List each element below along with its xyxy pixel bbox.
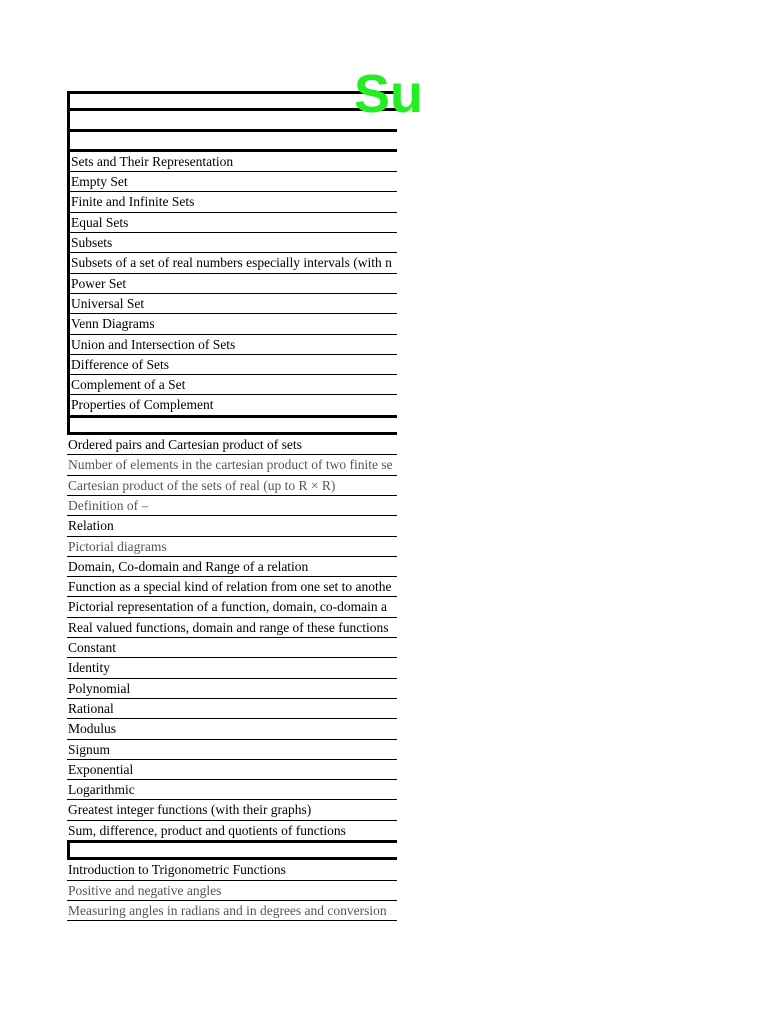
header-row-1 — [67, 91, 397, 111]
topic-row: Cartesian product of the sets of real (up to R × R) — [67, 476, 397, 496]
topic-row: Equal Sets — [67, 213, 397, 233]
topic-row: Identity — [67, 658, 397, 678]
syllabus-table — [67, 64, 424, 921]
topic-row: Signum — [67, 740, 397, 760]
topic-row: Universal Set — [67, 294, 397, 314]
topic-row: Subsets — [67, 233, 397, 253]
topic-row: Positive and negative angles — [67, 881, 397, 901]
topic-row: Venn Diagrams — [67, 314, 397, 334]
topic-row: Pictorial diagrams — [67, 537, 397, 557]
header-row-3 — [67, 132, 397, 152]
topic-row: Logarithmic — [67, 780, 397, 800]
trigonometry-section — [67, 860, 397, 921]
topic-row: Real valued functions, domain and range of these functions — [67, 618, 397, 638]
topic-row: Union and Intersection of Sets — [67, 335, 397, 355]
topic-row: Polynomial — [67, 679, 397, 699]
header-row-2 — [67, 111, 397, 131]
topic-row: Ordered pairs and Cartesian product of sets — [67, 435, 397, 455]
topic-row: Finite and Infinite Sets — [67, 192, 397, 212]
topic-row: Greatest integer functions (with their graphs) — [67, 800, 397, 820]
topic-row: Pictorial representation of a function, domain, co-domain a — [67, 597, 397, 617]
topic-row: Introduction to Trigonometric Functions — [67, 860, 397, 880]
title-heading: Su — [354, 64, 424, 124]
topic-row: Subsets of a set of real numbers especially intervals (with n — [67, 253, 397, 273]
relations-functions-section — [67, 435, 397, 841]
topic-row: Difference of Sets — [67, 355, 397, 375]
topic-row: Sum, difference, product and quotients of functions — [67, 821, 397, 841]
topic-row: Exponential — [67, 760, 397, 780]
topic-row: Measuring angles in radians and in degrees and conversion — [67, 901, 397, 921]
topic-row: Complement of a Set — [67, 375, 397, 395]
chapter-header-row — [67, 415, 397, 435]
topic-row: Definition of – — [67, 496, 397, 516]
chapter-header-row — [67, 840, 397, 860]
topic-row: Number of elements in the cartesian product of two finite se — [67, 455, 397, 475]
topic-row: Rational — [67, 699, 397, 719]
topic-row: Constant — [67, 638, 397, 658]
topic-row: Sets and Their Representation — [67, 152, 397, 172]
topic-row: Domain, Co-domain and Range of a relation — [67, 557, 397, 577]
topic-row: Power Set — [67, 274, 397, 294]
sets-section — [67, 152, 397, 416]
topic-row: Modulus — [67, 719, 397, 739]
topic-row: Function as a special kind of relation from one set to anothe — [67, 577, 397, 597]
topic-row: Properties of Complement — [67, 395, 397, 415]
topic-row: Empty Set — [67, 172, 397, 192]
topic-row: Relation — [67, 516, 397, 536]
